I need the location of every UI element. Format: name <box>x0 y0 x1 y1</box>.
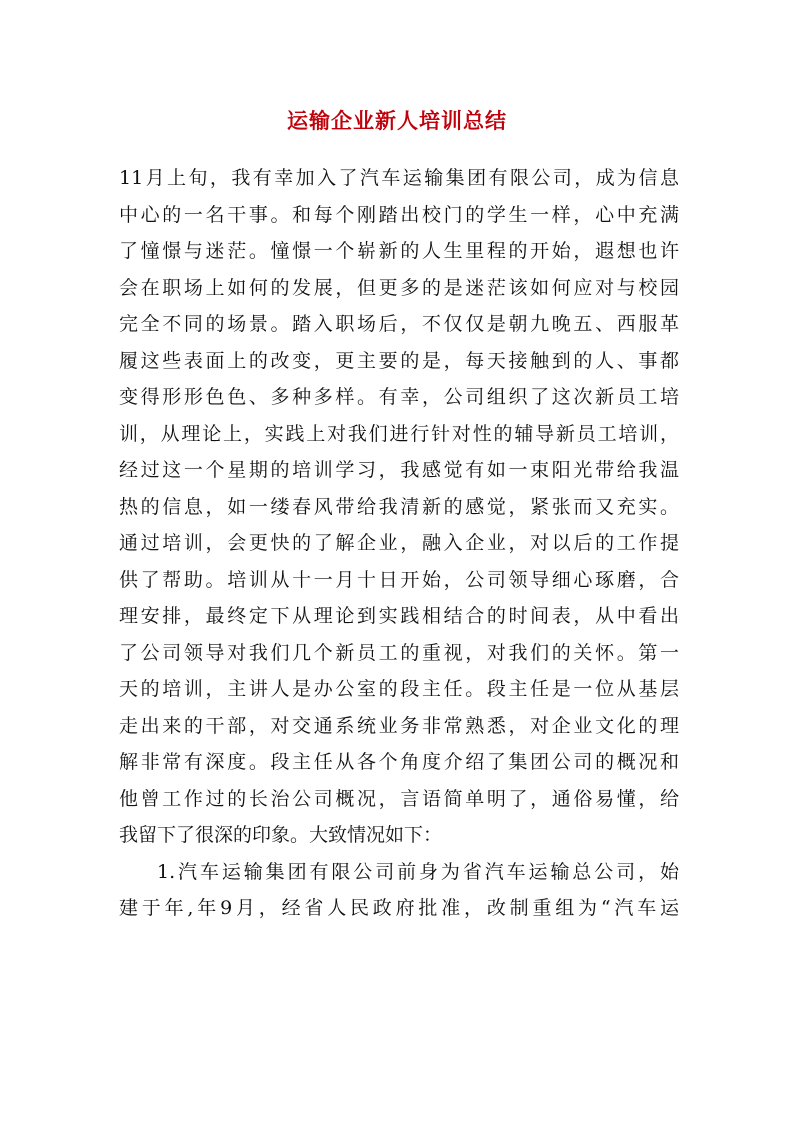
text-line: 建于年,年9月，经省人民政府批准，改制重组为“汽车运 <box>119 897 679 919</box>
text-line: 经过这一个星期的培训学习，我感觉有如一束阳光带给我温 <box>119 459 679 481</box>
text-line: 走出来的干部，对交通系统业务非常熟悉，对企业文化的理 <box>119 714 679 737</box>
text-line: 热的信息，如一缕春风带给我清新的感觉，紧张而又充实。 <box>119 495 679 518</box>
document-title: 运输企业新人培训总结 <box>287 108 507 133</box>
text-line: 解非常有深度。段主任从各个角度介绍了集团公司的概况和 <box>119 751 679 773</box>
text-line: 了公司领导对我们几个新员工的重视，对我们的关怀。第一 <box>119 641 679 664</box>
text-line: 11月上旬，我有幸加入了汽车运输集团有限公司，成为信息 <box>119 167 679 189</box>
text-line: 履这些表面上的改变，更主要的是，每天接触到的人、事都 <box>119 349 679 372</box>
text-line: 他曾工作过的长治公司概况，言语简单明了，通俗易懂，给 <box>119 787 679 810</box>
text-line: 天的培训，主讲人是办公室的段主任。段主任是一位从基层 <box>119 678 679 700</box>
text-line: 我留下了很深的印象。大致情况如下： <box>119 824 443 846</box>
document-body <box>119 160 679 927</box>
text-line: 了憧憬与迷茫。憧憬一个崭新的人生里程的开始，遐想也许 <box>119 240 679 262</box>
text-line: 完全不同的场景。踏入职场后，不仅仅是朝九晚五、西服革 <box>119 313 679 335</box>
text-line: 训，从理论上，实践上对我们进行针对性的辅导新员工培训， <box>119 422 679 445</box>
text-line: 1.汽车运输集团有限公司前身为省汽车运输总公司，始 <box>157 860 679 883</box>
text-line: 供了帮助。培训从十一月十日开始，公司领导细心琢磨，合 <box>119 568 679 591</box>
text-line: 中心的一名干事。和每个刚踏出校门的学生一样，心中充满 <box>119 203 679 226</box>
text-line: 变得形形色色、多种多样。有幸，公司组织了这次新员工培 <box>119 386 679 408</box>
text-line: 理安排，最终定下从理论到实践相结合的时间表，从中看出 <box>119 605 679 627</box>
text-line: 通过培训，会更快的了解企业，融入企业，对以后的工作提 <box>119 532 679 554</box>
text-line: 会在职场上如何的发展，但更多的是迷茫该如何应对与校园 <box>119 276 679 299</box>
